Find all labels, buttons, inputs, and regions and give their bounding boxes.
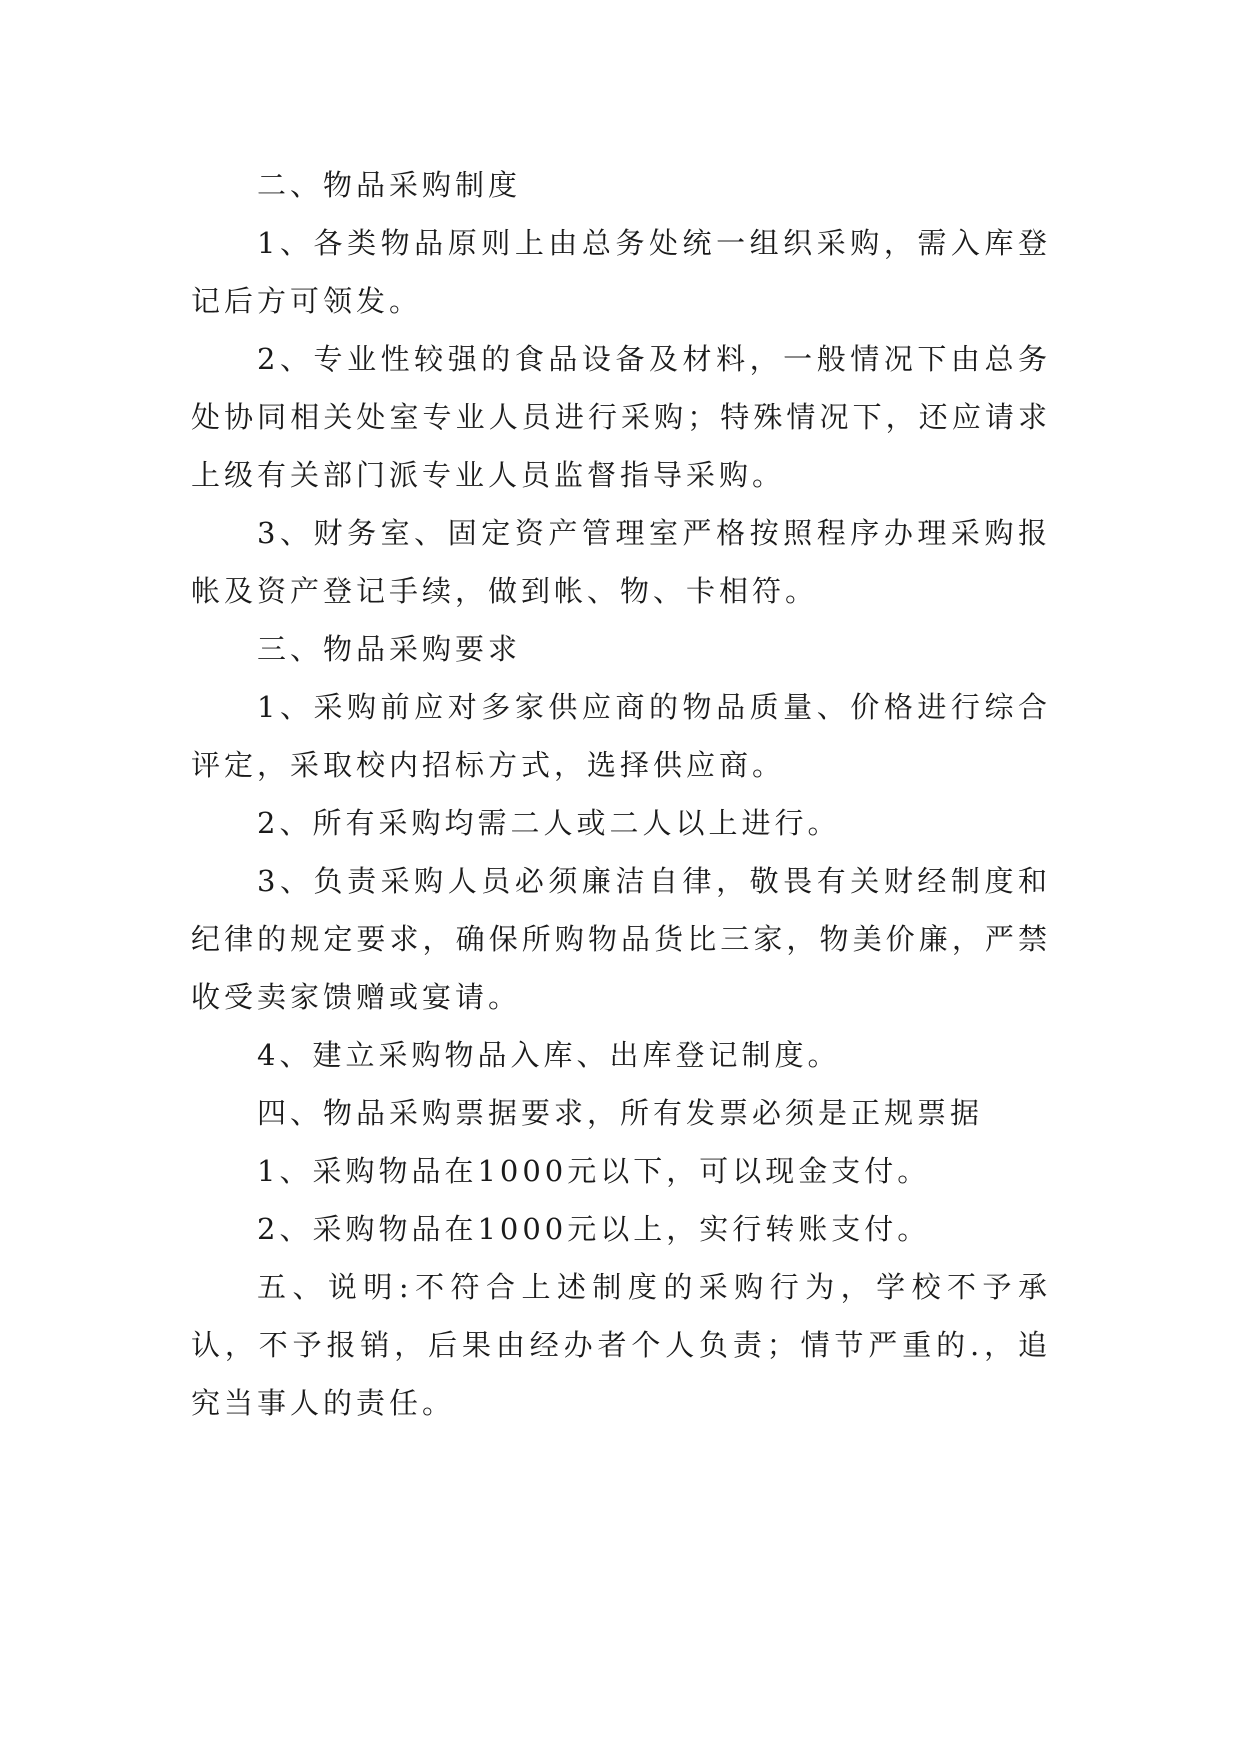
paragraph: 2、采购物品在1000元以上，实行转账支付。 [257,1212,931,1246]
paragraph: 1、各类物品原则上由总务处统一组织采购，需入库登记后方可领发。 [191,226,1051,318]
section-heading-invoice-requirements: 四、物品采购票据要求，所有发票必须是正规票据 [257,1096,984,1130]
paragraph: 2、专业性较强的食品设备及材料，一般情况下由总务处协同相关处室专业人员进行采购；特殊情况下，还应请求上级有关部门派专业人员监督指导采购。 [191,342,1051,492]
section-heading-procurement-requirements: 三、物品采购要求 [257,632,522,666]
paragraph: 2、所有采购均需二人或二人以上进行。 [257,806,841,840]
section-heading-procurement-system: 二、物品采购制度 [257,168,522,202]
paragraph: 3、负责采购人员必须廉洁自律，敬畏有关财经制度和纪律的规定要求，确保所购物品货比三家，物美价廉，严禁收受卖家馈赠或宴请。 [191,864,1051,1014]
paragraph: 1、采购前应对多家供应商的物品质量、价格进行综合评定，采取校内招标方式，选择供应商。 [191,690,1051,782]
paragraph-explanation: 五、说明:不符合上述制度的采购行为，学校不予承认，不予报销，后果由经办者个人负责；情节严重的.，追究当事人的责任。 [191,1270,1051,1420]
paragraph: 3、财务室、固定资产管理室严格按照程序办理采购报帐及资产登记手续，做到帐、物、卡相符。 [191,516,1051,608]
paragraph: 1、采购物品在1000元以下，可以现金支付。 [257,1154,931,1188]
document-body [191,156,1051,1432]
paragraph: 4、建立采购物品入库、出库登记制度。 [257,1038,841,1072]
